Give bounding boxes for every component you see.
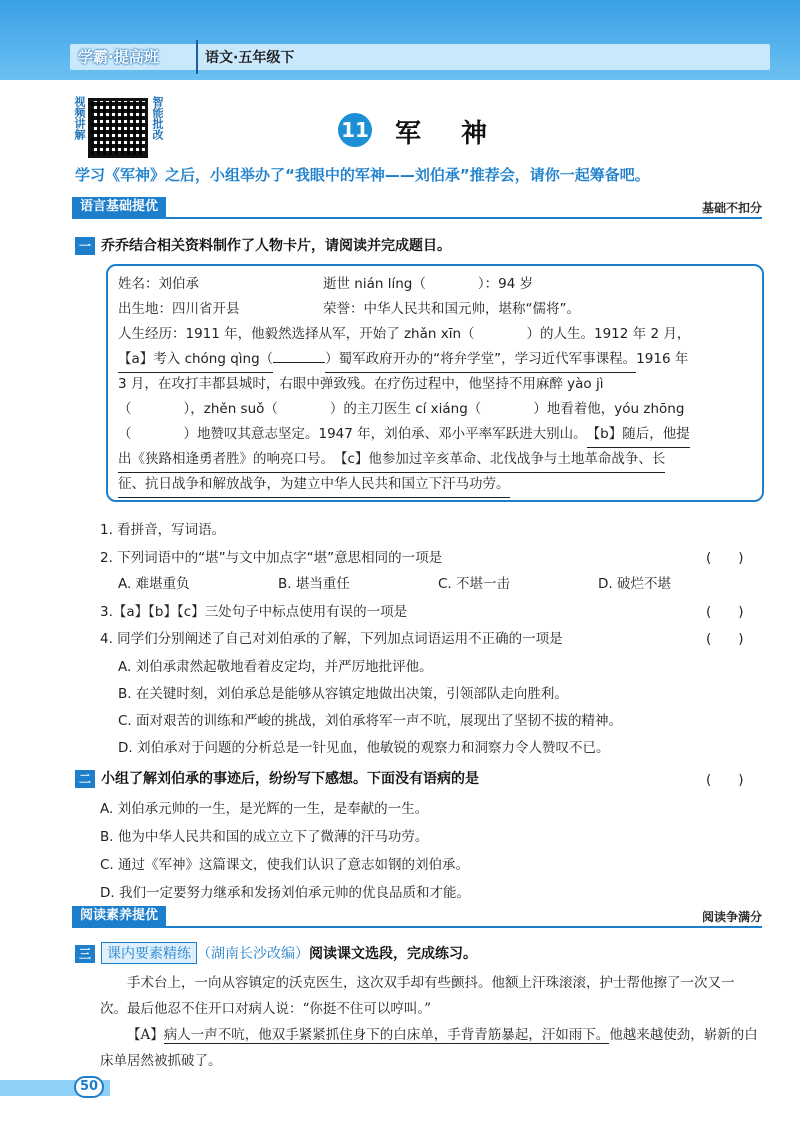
- option-c[interactable]: C. 不堪一击: [438, 576, 511, 592]
- answer-blank[interactable]: [273, 362, 325, 363]
- option-a[interactable]: A. 难堪重负: [118, 576, 190, 592]
- lesson-title: 军神: [395, 119, 528, 149]
- card-text-underlined: 【b】随后，他提: [587, 422, 690, 448]
- question-text: 乔乔结合相关资料制作了人物卡片，请阅读并完成题目。: [101, 238, 451, 254]
- card-death-post: ）：94 岁: [477, 276, 534, 292]
- answer-paren[interactable]: ( ): [706, 631, 744, 647]
- option-a[interactable]: A. 刘伯承肃然起敬地看着皮定均，并严厉地批评他。: [118, 659, 433, 675]
- question-1-3: 3.【a】【b】【c】三处句子中标点使用有误的一项是: [100, 604, 408, 620]
- card-text-underlined: 【c】他参加过辛亥革命、北伐战争与土地革命战争、长: [334, 447, 665, 473]
- exercise-tag: 课内要素精练: [101, 942, 197, 964]
- question-text: 小组了解刘伯承的事迹后，纷纷写下感想。下面没有语病的是: [101, 771, 479, 787]
- card-text: （: [118, 401, 132, 417]
- card-text-underlined: ）蜀军政府开办的“将弁学堂”，学习近代军事课程。: [325, 347, 636, 373]
- question-1-4: 4. 同学们分别阐述了自己对刘伯承的了解，下列加点词语运用不正确的一项是: [100, 631, 563, 647]
- card-text: ），zhěn suǒ（: [183, 401, 278, 417]
- card-text-underlined: 出《狭路相逢勇者胜》的响亮口号。: [118, 447, 334, 473]
- video-explain-label: 视频讲解: [73, 96, 86, 140]
- page-header: [0, 0, 800, 80]
- option-d[interactable]: D. 破烂不堪: [598, 576, 671, 592]
- question-number: 二: [75, 770, 95, 788]
- option-b[interactable]: B. 他为中华人民共和国的成立立下了微薄的汗马功劳。: [100, 829, 429, 845]
- question-1-1: 1. 看拼音，写词语。: [100, 522, 226, 538]
- reading-text: 他越来越使劲，崭新的白床单居然被抓破了。: [100, 1027, 758, 1069]
- card-line-7: [118, 422, 752, 447]
- question-1-heading: [75, 235, 451, 255]
- lesson-number-badge: 11: [338, 113, 372, 147]
- answer-paren[interactable]: ( ): [706, 550, 744, 566]
- smart-grading-label: 智能批改: [151, 96, 164, 140]
- question-2-heading: [75, 768, 479, 788]
- section-reading: [72, 906, 762, 928]
- option-a[interactable]: A. 刘伯承元帅的一生，是光辉的一生，是奉献的一生。: [100, 801, 429, 817]
- card-line-6: [118, 397, 752, 422]
- option-b[interactable]: B. 在关键时刻，刘伯承总是能够从容镇定地做出决策，引领部队走向胜利。: [118, 686, 568, 702]
- reading-paragraph-1: 手术台上，一向从容镇定的沃克医生，这次双手却有些颤抖。他额上汗珠滚滚，护士帮他擦了一次又一次。最后他忍不住开口对病人说：“你挺不住可以哼叫。”: [100, 975, 735, 1017]
- card-text: 1916 年: [636, 351, 689, 367]
- card-text: ）地看着他，yóu zhōng: [533, 401, 685, 417]
- card-text: 人生经历：1911 年，他毅然选择从军，开始了 zhǎn xīn（: [118, 326, 475, 342]
- question-text: 阅读课文选段，完成练习。: [309, 946, 477, 962]
- card-line-5: 3 月，在攻打丰都县城时，右眼中弹致残。在疗伤过程中，他坚持不用麻醉 yào jì: [118, 376, 604, 392]
- card-text-underlined: 征、抗日战争和解放战争，为建立中华人民共和国立下汗马功劳。: [118, 472, 510, 498]
- option-c[interactable]: C. 面对艰苦的训练和严峻的挑战，刘伯承将军一声不吭，展现出了坚韧不拔的精神。: [118, 713, 623, 729]
- option-c[interactable]: C. 通过《军神》这篇课文，使我们认识了意志如钢的刘伯承。: [100, 857, 470, 873]
- card-line-4: [118, 347, 752, 372]
- section-note: 基础不扣分: [701, 201, 762, 215]
- card-honor: 荣誉：中华人民共和国元帅，堪称“儒将”。: [323, 301, 580, 317]
- card-name: 姓名：刘伯承: [118, 276, 199, 292]
- marker-a: 【A】: [127, 1027, 164, 1043]
- card-line-8: [118, 447, 752, 472]
- section-tag: 阅读素养提优: [72, 906, 166, 926]
- reading-underlined: 病人一声不吭，他双手紧紧抓住身下的白床单，手背青筋暴起，汗如雨下。: [163, 1027, 610, 1043]
- person-card: [106, 264, 764, 502]
- card-text: ）的人生。1912 年 2 月，: [526, 326, 691, 342]
- intro-text: 学习《军神》之后，小组举办了“我眼中的军神——刘伯承”推荐会，请你一起筹备吧。: [75, 166, 650, 184]
- section-tag: 语言基础提优: [72, 197, 166, 217]
- option-d[interactable]: D. 我们一定要努力继承和发扬刘伯承元帅的优良品质和才能。: [100, 885, 470, 901]
- question-1-2: 2. 下列词语中的“堪”与文中加点字“堪”意思相同的一项是: [100, 550, 443, 566]
- card-text: （: [118, 426, 132, 442]
- card-line-3: [118, 322, 752, 347]
- qr-code-icon[interactable]: [88, 98, 148, 158]
- question-3-heading: [75, 942, 477, 964]
- card-text: ）地赞叹其意志坚定。1947 年，刘伯承、邓小平率军跃进大别山。: [183, 426, 587, 442]
- card-text-underlined: 【a】考入 chóng qìng（: [118, 347, 273, 373]
- card-text: ）的主刀医生 cí xiáng（: [329, 401, 482, 417]
- option-d[interactable]: D. 刘伯承对于问题的分析总是一针见血，他敏锐的观察力和洞察力令人赞叹不已。: [118, 740, 610, 756]
- card-line-9: [118, 472, 752, 497]
- section-language-basics: [72, 197, 762, 219]
- card-line-2: [118, 297, 752, 322]
- question-number: 一: [75, 237, 95, 255]
- page-number: 50: [74, 1076, 104, 1098]
- reading-paragraph-2: [100, 1022, 760, 1074]
- card-death-pre: 逝世 nián líng（: [323, 276, 426, 292]
- answer-paren[interactable]: ( ): [706, 604, 744, 620]
- source-note: （湖南长沙改编）: [197, 946, 309, 962]
- section-note: 阅读争满分: [701, 910, 762, 924]
- brand-title: 学霸·提高班: [78, 48, 159, 66]
- question-number: 三: [75, 945, 95, 963]
- header-band: [70, 44, 770, 70]
- subject-grade: 语文·五年级下: [205, 50, 295, 66]
- option-b[interactable]: B. 堪当重任: [278, 576, 350, 592]
- header-divider: [196, 40, 198, 74]
- card-birthplace: 出生地：四川省开县: [118, 301, 240, 317]
- card-line-1: [118, 272, 752, 297]
- answer-paren[interactable]: ( ): [706, 772, 744, 788]
